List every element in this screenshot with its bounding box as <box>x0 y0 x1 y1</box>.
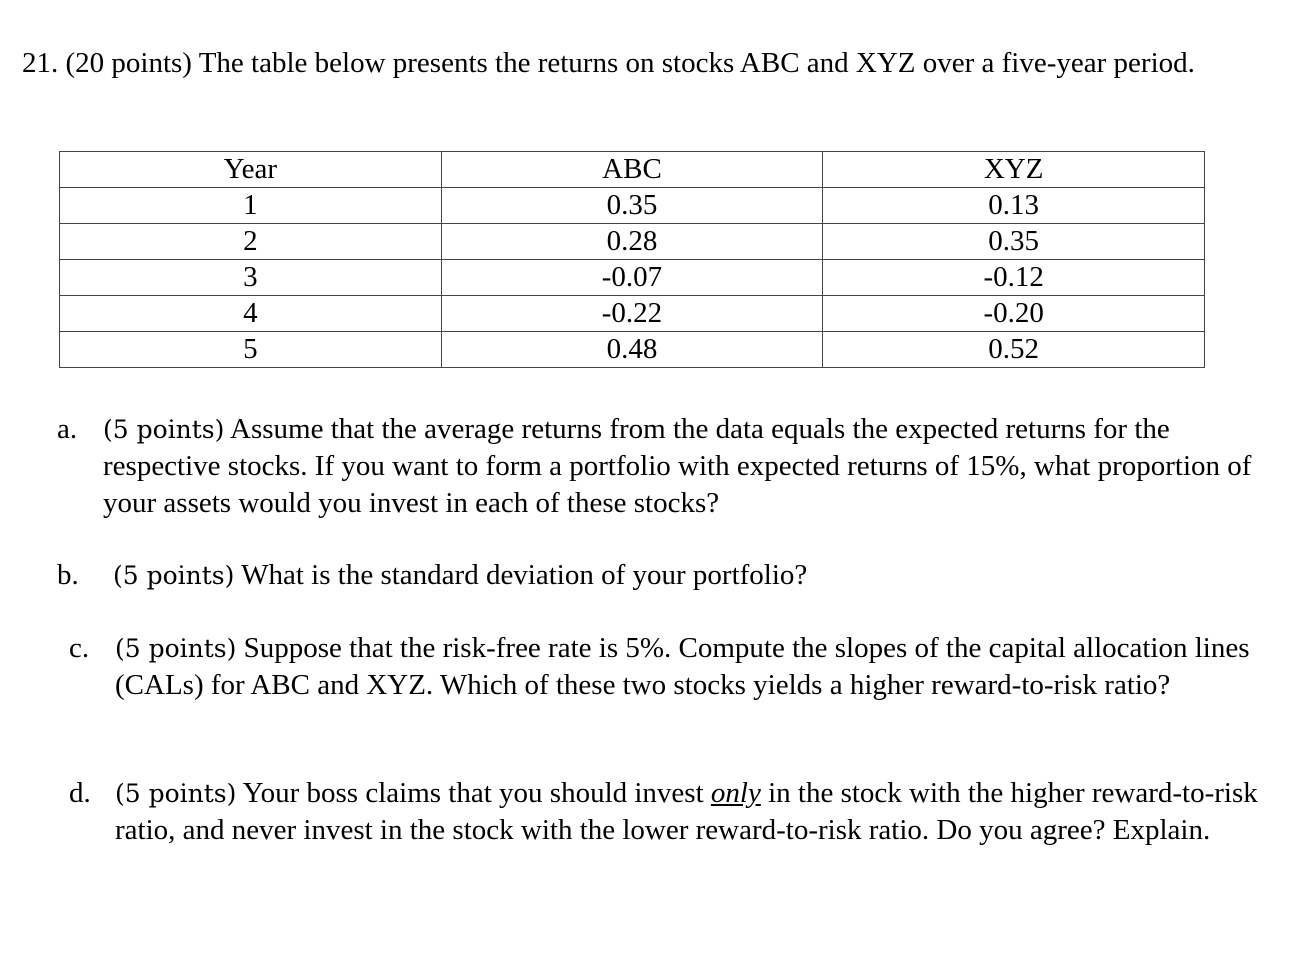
part-d <box>69 775 1275 849</box>
xyz-cell: -0.20 <box>823 296 1205 332</box>
part-d-marker: d. <box>69 777 91 809</box>
table-row <box>60 188 1205 224</box>
question-intro <box>22 44 1272 82</box>
xyz-cell: 0.13 <box>823 188 1205 224</box>
header-xyz: XYZ <box>823 152 1205 188</box>
year-cell: 2 <box>60 224 442 260</box>
part-b-text: What is the standard deviation of your portfolio? <box>241 559 808 591</box>
part-b <box>57 557 1273 594</box>
abc-cell: 0.28 <box>441 224 823 260</box>
year-cell: 1 <box>60 188 442 224</box>
header-year: Year <box>60 152 442 188</box>
part-d-text-before: Your boss claims that you should invest <box>242 777 704 809</box>
table-header-row <box>60 152 1205 188</box>
year-cell: 4 <box>60 296 442 332</box>
question-points: (20 points) <box>65 47 192 79</box>
part-a <box>57 411 1273 522</box>
part-a-marker: a. <box>57 413 78 445</box>
part-d-text-after: in the stock with the higher reward-to-risk ratio, and never invest in the stock with the lower reward-to-risk ratio. Do you agree? Explain. <box>115 777 1258 846</box>
table-row <box>60 332 1205 368</box>
table-row <box>60 224 1205 260</box>
part-d-emphasis: only <box>710 777 761 809</box>
abc-cell: 0.35 <box>441 188 823 224</box>
abc-cell: 0.48 <box>441 332 823 368</box>
table-row <box>60 260 1205 296</box>
year-cell: 3 <box>60 260 442 296</box>
part-b-points: (5 points) <box>113 561 235 590</box>
xyz-cell: 0.52 <box>823 332 1205 368</box>
part-b-marker: b. <box>57 559 79 591</box>
abc-cell: -0.22 <box>441 296 823 332</box>
part-c-marker: c. <box>69 632 90 664</box>
part-c <box>69 630 1265 704</box>
returns-table <box>59 151 1205 368</box>
xyz-cell: 0.35 <box>823 224 1205 260</box>
header-abc: ABC <box>441 152 823 188</box>
part-c-text: Suppose that the risk-free rate is 5%. Compute the slopes of the capital allocation lines (CALs) for ABC and XYZ. Which of these two stocks yields a higher reward-to-risk ratio? <box>115 632 1250 701</box>
question-text: The table below presents the returns on stocks ABC and XYZ over a five-year period. <box>198 47 1195 79</box>
year-cell: 5 <box>60 332 442 368</box>
part-c-points: (5 points) <box>115 634 237 663</box>
part-d-points: (5 points) <box>115 779 237 808</box>
part-a-text: Assume that the average returns from the data equals the expected returns for the respective stocks. If you want to form a portfolio with expected returns of 15%, what proportion of your assets would you invest in each of these stocks? <box>103 413 1252 519</box>
abc-cell: -0.07 <box>441 260 823 296</box>
part-a-points: (5 points) <box>103 415 225 444</box>
xyz-cell: -0.12 <box>823 260 1205 296</box>
table-row <box>60 296 1205 332</box>
question-number: 21. <box>22 47 59 79</box>
